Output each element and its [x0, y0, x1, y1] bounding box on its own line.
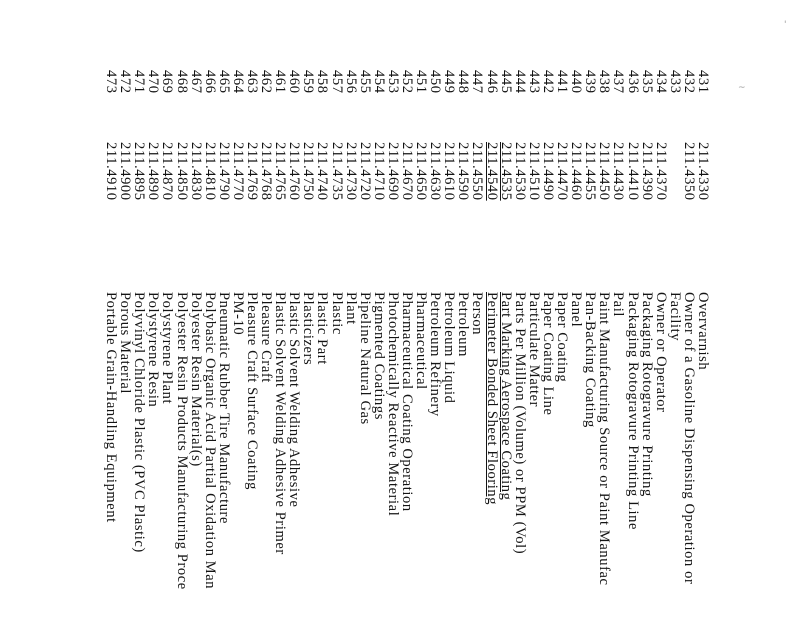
section-code: 211.4470: [554, 142, 571, 201]
line-number: 448: [455, 70, 472, 94]
defined-term: Perimeter Bonded Sheet Flooring: [483, 292, 500, 506]
section-code: 211.4895: [131, 142, 148, 201]
section-code: 211.4710: [370, 142, 387, 201]
section-code: 211.4850: [173, 142, 190, 201]
table-row: [400, 70, 414, 630]
section-code: 211.4760: [286, 142, 303, 201]
defined-term: Pipeline Natural Gas: [356, 292, 373, 425]
defined-term: PM-10: [229, 292, 246, 336]
line-number: 450: [427, 70, 444, 94]
line-number: 435: [638, 70, 655, 94]
defined-term: Overvarnish: [695, 292, 711, 371]
section-code: 211.4610: [441, 142, 458, 201]
defined-term: Petroleum Refinery: [427, 292, 444, 417]
table-row: [696, 70, 710, 630]
defined-term: Plastic Part: [314, 292, 331, 365]
table-row: [485, 70, 499, 630]
section-code: 211.4769: [244, 142, 260, 201]
defined-term: Polyvinyl Chloride Plastic (PVC Plastic): [131, 292, 148, 553]
defined-term: Portable Grain-Handling Equipment: [103, 292, 120, 523]
table-row: [625, 70, 639, 630]
line-number: 441: [554, 70, 571, 94]
section-code: 211.4530: [511, 142, 528, 201]
line-number: 469: [159, 70, 176, 94]
section-code: 211.4670: [399, 142, 416, 201]
section-code: 211.4350: [680, 142, 697, 201]
section-code: [668, 108, 682, 262]
defined-term: Polyester Resin Products Manufacturing Proce: [173, 292, 190, 590]
section-code: 211.4900: [117, 142, 134, 201]
defined-term: Facility: [666, 292, 683, 342]
line-number: 436: [624, 70, 641, 94]
table-row: [358, 70, 372, 630]
defined-term: Petroleum Liquid: [441, 292, 458, 404]
section-code: 211.4870: [159, 142, 176, 201]
line-number: 460: [286, 70, 303, 94]
table-row: [470, 70, 484, 630]
defined-term: Pharmaceutical: [413, 292, 430, 390]
defined-term: Porous Material: [117, 292, 134, 395]
line-number: 445: [497, 70, 514, 94]
table-row: [118, 70, 132, 630]
section-code: 211.4390: [638, 142, 655, 201]
table-row: [344, 70, 358, 630]
section-code: 211.4550: [469, 142, 486, 201]
table-row: [174, 70, 188, 630]
section-code: 211.4790: [215, 142, 232, 201]
defined-term: Paper Coating Line: [539, 292, 556, 416]
line-number: 452: [399, 70, 416, 94]
defined-term: Polybasic Organic Acid Partial Oxidation Man: [201, 292, 218, 590]
section-code: 211.4370: [652, 142, 669, 201]
defined-term: Owner of a Gasoline Dispensing Operation or: [680, 292, 697, 585]
section-code: 211.4768: [258, 142, 275, 201]
line-number: 432: [680, 70, 697, 94]
line-number: 449: [441, 70, 458, 94]
section-code: 211.4830: [187, 142, 204, 201]
line-number: 443: [525, 70, 542, 94]
line-number: 458: [314, 70, 331, 94]
defined-term: Part Marking Aerospace Coating: [497, 292, 514, 501]
section-code: 211.4765: [272, 142, 289, 201]
scan-mark: ': [784, 20, 787, 30]
table-row: [456, 70, 470, 630]
line-number: 446: [483, 70, 500, 94]
section-code: 211.4330: [695, 142, 711, 201]
section-code: 211.4690: [384, 142, 401, 201]
defined-term: Petroleum: [455, 292, 472, 358]
defined-term: Photochemically Reactive Material: [384, 292, 401, 517]
section-code: 211.4890: [145, 142, 162, 201]
line-number: 472: [117, 70, 134, 94]
defined-term: Packaging Rotogravure Printing: [638, 292, 655, 497]
line-number: 437: [610, 70, 627, 94]
section-code: 211.4650: [413, 142, 430, 201]
table-row: [611, 70, 625, 630]
table-row: [245, 70, 259, 630]
section-code: 211.4540: [483, 142, 500, 201]
section-code: 211.4720: [356, 142, 373, 201]
section-code: 211.4535: [497, 142, 514, 201]
table-row: [555, 70, 569, 630]
table-row: [583, 70, 597, 630]
defined-term: Particulate Matter: [525, 292, 542, 408]
table-row: [273, 70, 287, 630]
table-row: [259, 70, 273, 630]
line-number: 455: [356, 70, 373, 94]
table-row: [668, 70, 682, 630]
table-row: [541, 70, 555, 630]
section-code: 211.4770: [229, 142, 246, 201]
table-row: [597, 70, 611, 630]
line-number: 467: [187, 70, 204, 94]
table-row: [132, 70, 146, 630]
line-number: 462: [258, 70, 275, 94]
section-code: 211.4740: [314, 142, 331, 201]
defined-term: Pneumatic Rubber Tire Manufacture: [215, 292, 232, 525]
section-code: 211.4735: [328, 142, 345, 201]
table-row: [287, 70, 301, 630]
table-row: [160, 70, 174, 630]
table-row: [569, 70, 583, 630]
defined-term: Panel: [568, 292, 585, 328]
line-number: 438: [596, 70, 613, 94]
defined-term: Plasticizers: [300, 292, 317, 366]
table-row: [104, 70, 118, 630]
table-row: [654, 70, 668, 630]
section-code: 211.4910: [103, 142, 120, 201]
defined-term: Packaging Rotogravure Printing Line: [624, 292, 641, 531]
line-number: 459: [300, 70, 317, 94]
section-code: 211.4590: [455, 142, 472, 201]
section-code: 211.4410: [624, 142, 641, 201]
defined-term: Polystyrene Plant: [159, 292, 176, 405]
section-code: 211.4430: [610, 142, 627, 201]
line-number: 434: [652, 70, 669, 94]
section-code: 211.4810: [201, 142, 218, 201]
defined-term: Pail: [610, 292, 627, 317]
table-row: [414, 70, 428, 630]
table-row: [442, 70, 456, 630]
table-row: [301, 70, 315, 630]
line-number: 447: [469, 70, 486, 94]
line-number: 473: [103, 70, 120, 94]
line-number: 451: [413, 70, 430, 94]
table-row: [499, 70, 513, 630]
section-code: 211.4455: [582, 142, 599, 201]
section-code: 211.4490: [539, 142, 556, 201]
line-number: 470: [145, 70, 162, 94]
line-number: 456: [342, 70, 359, 94]
line-number: 440: [568, 70, 585, 94]
table-row: [217, 70, 231, 630]
line-number: 464: [229, 70, 246, 94]
table-row: [231, 70, 245, 630]
defined-term: Polyester Resin Material(s): [187, 292, 204, 467]
section-code: 211.4750: [300, 142, 317, 201]
line-number: 454: [370, 70, 387, 94]
table-row: [372, 70, 386, 630]
table-row: [203, 70, 217, 630]
defined-term: Pigmented Coatings: [370, 292, 387, 421]
table-row: [386, 70, 400, 630]
line-number: 461: [272, 70, 289, 94]
defined-term: Plastic Solvent Welding Adhesive: [286, 292, 303, 508]
defined-term: Pleasure Craft Surface Coating: [244, 292, 260, 490]
line-number: 433: [666, 70, 683, 94]
defined-term: Parts Per Million (Volume) or PPM (Vol): [511, 292, 528, 555]
line-number: 463: [244, 70, 260, 94]
defined-term: Plant: [342, 292, 359, 325]
defined-term: Person: [469, 292, 486, 336]
table-row: [527, 70, 541, 630]
table-row: [315, 70, 329, 630]
defined-term: Plastic: [328, 292, 345, 335]
table-row: [428, 70, 442, 630]
line-number: 457: [328, 70, 345, 94]
line-number: 442: [539, 70, 556, 94]
line-number: 471: [131, 70, 148, 94]
defined-term: Paint Manufacturing Source or Paint Manufac: [596, 292, 613, 586]
section-code: 211.4450: [596, 142, 613, 201]
line-number: 466: [201, 70, 218, 94]
scan-mark: ~: [738, 83, 746, 93]
defined-term: Pan-Backing Coating: [582, 292, 599, 428]
definitions-table: [104, 70, 710, 630]
table-row: [682, 70, 696, 630]
section-code: 211.4460: [568, 142, 585, 201]
section-code: 211.4630: [427, 142, 444, 201]
table-row: [329, 70, 343, 630]
defined-term: Plastic Solvent Welding Adhesive Primer: [272, 292, 289, 555]
section-code: 211.4730: [342, 142, 359, 201]
line-number: 468: [173, 70, 190, 94]
defined-term: Owner or Operator: [652, 292, 669, 413]
defined-term: Pharmaceutical Coating Operation: [399, 292, 416, 512]
defined-term: Paper Coating: [554, 292, 571, 383]
line-number: 465: [215, 70, 232, 94]
section-code: 211.4510: [525, 142, 542, 201]
table-row: [189, 70, 203, 630]
table-row: [146, 70, 160, 630]
rotated-definitions-table: [100, 70, 710, 630]
line-number: 444: [511, 70, 528, 94]
line-number: 439: [582, 70, 599, 94]
table-row: [513, 70, 527, 630]
line-number: 431: [695, 70, 711, 94]
line-number: 453: [384, 70, 401, 94]
table-row: [640, 70, 654, 630]
defined-term: Polystyrene Resin: [145, 292, 162, 408]
defined-term: Pleasure Craft: [258, 292, 275, 383]
